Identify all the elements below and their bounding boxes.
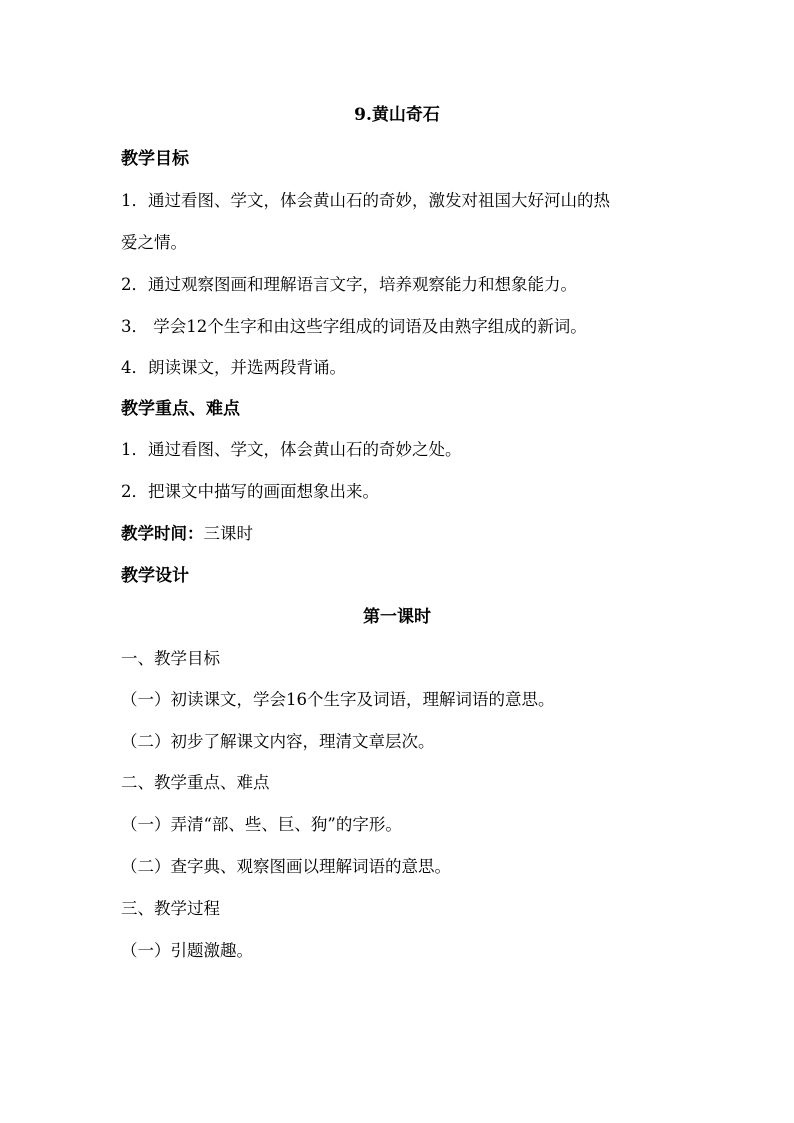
- lesson-line: （一）初读课文，学会16个生字及词语，理解词语的意思。: [121, 690, 555, 709]
- lesson-title: 第一课时: [363, 607, 431, 627]
- lesson-line: 三、教学过程: [121, 899, 220, 918]
- key-point-line: 1．通过看图、学文，体会黄山石的奇妙之处。: [121, 440, 462, 459]
- teaching-time-value: 三课时: [203, 524, 253, 543]
- lesson-line: （一）引题激趣。: [121, 941, 253, 960]
- lesson-line: 一、教学目标: [121, 649, 220, 668]
- goal-line: 2．通过观察图画和理解语言文字，培养观察能力和想象能力。: [121, 275, 577, 294]
- lesson-line: （二）查字典、观察图画以理解词语的意思。: [121, 857, 451, 876]
- lesson-line: （一）弄清“部、些、巨、狗”的字形。: [121, 815, 402, 834]
- teaching-time-label: 教学时间：: [121, 524, 204, 543]
- goals-heading: 教学目标: [121, 149, 189, 169]
- key-points-heading: 教学重点、难点: [121, 399, 240, 419]
- lesson-line: 二、教学重点、难点: [121, 773, 270, 792]
- key-point-line: 2．把课文中描写的画面想象出来。: [121, 482, 379, 501]
- goal-line: 1．通过看图、学文，体会黄山石的奇妙，激发对祖国大好河山的热: [121, 191, 610, 210]
- goal-line: 3． 学会12个生字和由这些字组成的词语及由熟字组成的新词。: [121, 317, 587, 336]
- goal-line: 爱之情。: [121, 233, 187, 252]
- goal-line: 4．朗读课文，并选两段背诵。: [121, 358, 346, 377]
- document-title: 9.黄山奇石: [354, 105, 440, 125]
- design-heading: 教学设计: [121, 566, 189, 586]
- teaching-time: [121, 523, 253, 545]
- lesson-line: （二）初步了解课文内容，理清文章层次。: [121, 732, 435, 751]
